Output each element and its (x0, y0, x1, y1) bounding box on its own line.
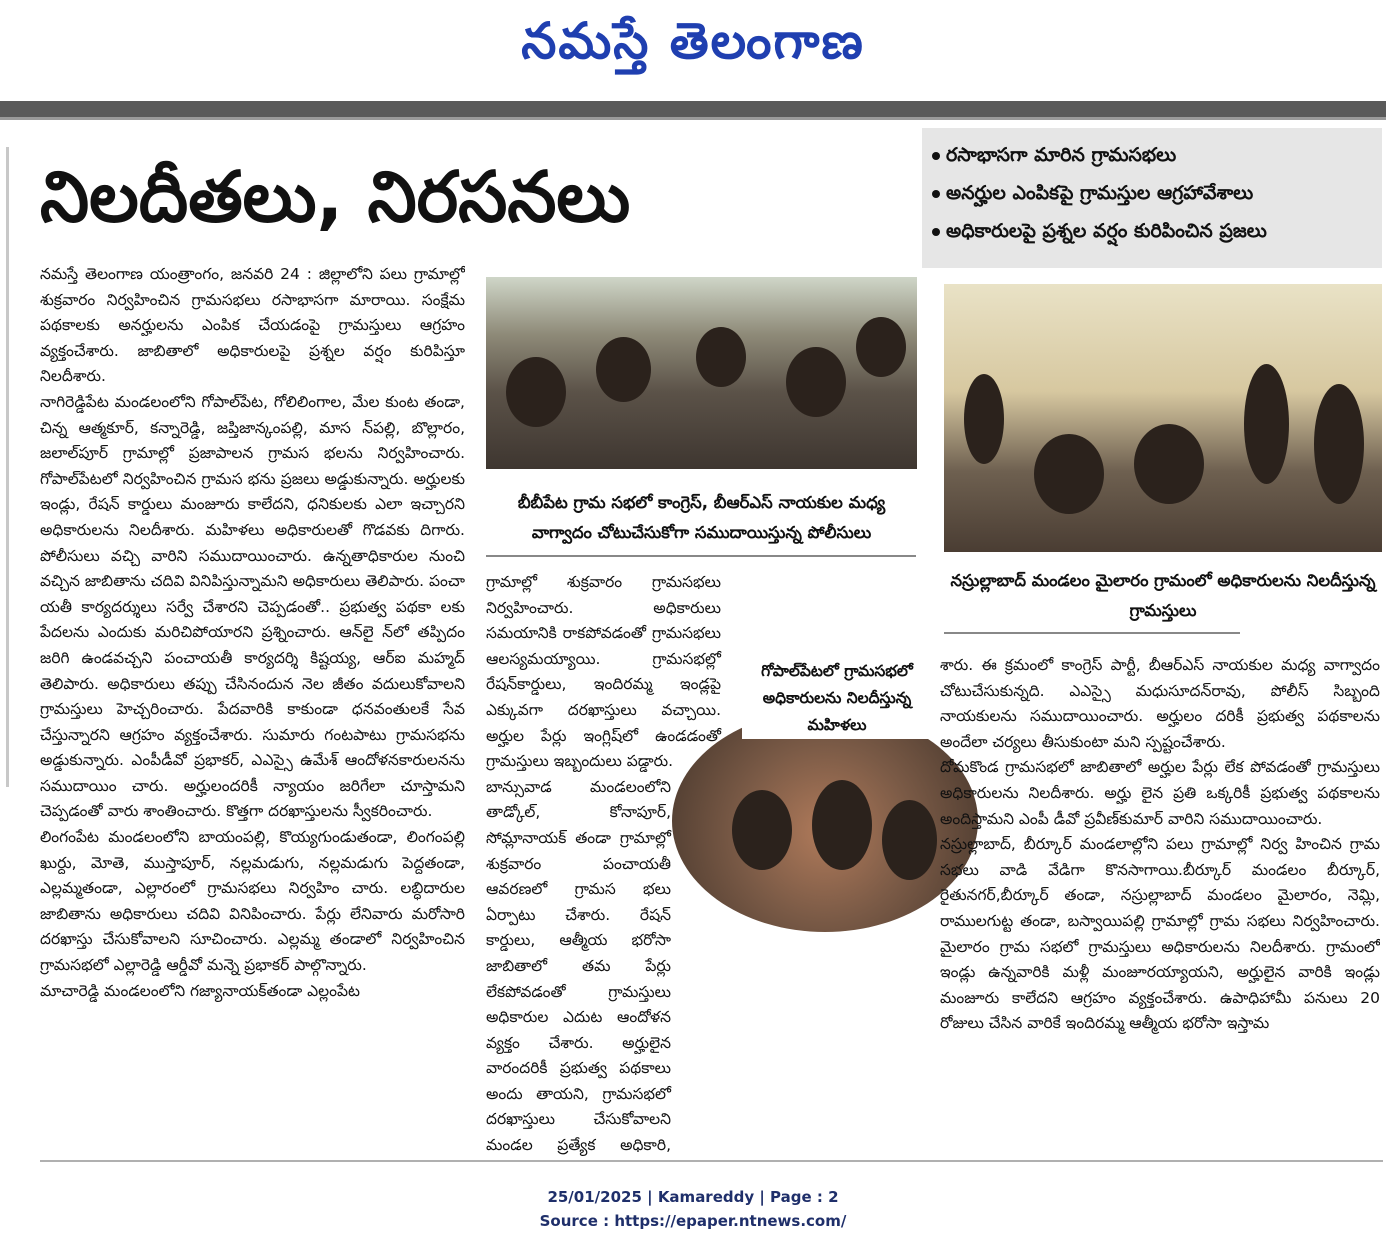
photo-figure (1134, 424, 1204, 504)
edition-info: 25/01/2025 | Kamareddy | Page : 2 (547, 1188, 839, 1206)
photo-figure (812, 780, 872, 870)
page-footer (0, 1185, 1386, 1233)
photo-figure (596, 337, 651, 402)
photo-figure (786, 347, 846, 417)
masthead-divider (0, 101, 1386, 117)
caption-divider (486, 555, 916, 557)
photo-gopalpet-women (672, 710, 978, 932)
highlight-item: అనర్హుల ఎంపికపై గ్రామస్తుల ఆగ్రహావేశాలు (932, 174, 1372, 212)
paragraph: గ్రామాల్లో శుక్రవారం గ్రామసభలు నిర్వహించారు. అధికారులు సమయానికి రాకపోవడంతో గ్రామసభలు ఆలస్యమయ్యాయి. గ్రామసభల్లో రేషన్‌కార్డులు, ఇందిరమ్మ ఇండ్లపై ఎక్కువగా దరఖాస్తులు వచ్చాయి. అర్హుల పేర్లు ఇంగ్లిష్‌లో ఉండడంతో గ్రామస్తులు ఇబ్బందులు పడ్డారు. (486, 573, 721, 771)
headline: నిలదీతలు, నిరసనలు (40, 156, 631, 238)
masthead-divider-light (0, 117, 1386, 120)
highlight-item: అధికారులపై ప్రశ్నల వర్షం కురిపించిన ప్రజలు (932, 212, 1372, 250)
photo-figure (1034, 434, 1104, 514)
photo-figure (732, 790, 792, 870)
photo-figure (506, 357, 566, 427)
caption-divider (944, 632, 1240, 634)
photo-figure (882, 800, 937, 880)
paragraph: నస్రుల్లాబాద్, బీర్కూర్ మండలాల్లోని పలు గ్రామాల్లో నిర్వ హించిన గ్రామ సభలు వాడి వేడిగా కొనసాగాయి.బీర్కూర్ మండలం బీర్కూర్, రైతునగర్,బీర్కూర్ తండా, నస్రుల్లాబాద్ మండలం మైలారం, నెమ్లి, రాములగుట్ట తండా, బస్వాయిపల్లి గ్రామాల్లో గ్రామ సభలు నిర్వహించారు. మైలారం గ్రామ సభలో గ్రామస్తులు అధికారులను నిలదీశారు. గ్రామంలో ఇండ్లు ఉన్నవారికి మళ్లీ మంజూరయ్యాయని, అర్హులైన వారికి ఇండ్లు మంజూరు కాలేదని ఆగ్రహం వ్యక్తంచేశారు. ఉపాధిహామీ పనులు 20 రోజులు చేసిన వారికే ఇందిరమ్మ ఆత్మీయ భరోసా ఇస్తామ (940, 835, 1380, 1033)
photo-mylaram-gramasabha (944, 284, 1382, 552)
paragraph: మాచారెడ్డి మండలంలోని గజ్యానాయక్‌తండా ఎల్లంపేట (40, 981, 360, 1000)
photo-caption: గోపాల్‌పేటలో గ్రామసభలో అధికారులను నిలదీస్తున్న మహిళలు (742, 658, 932, 739)
paragraph: దోమకొండ గ్రామసభలో జాబితాలో అర్హుల పేర్లు లేక పోవడంతో గ్రామస్తులు అధికారులను నిలదీశారు. అర్హు లైన ప్రతి ఒక్కరికీ ప్రభుత్వ పథకాలను అందిస్తామని ఎంపీ డీవో ప్రవీణ్‌కుమార్ వారిని సముదాయించారు. (940, 758, 1380, 828)
paragraph: లింగంపేట మండలంలోని బాయంపల్లి, కొయ్యగుండుతండా, లింగంపల్లి ఖుర్దు, మోతె, ముస్తాపూర్, నల్లమడుగు, నల్లమడుగు పెద్దతండా, ఎల్లమ్మతండా, ఎల్లారంలో గ్రామసభలు నిర్వహిం చారు. లబ్ధిదారుల జాబితాను అధికారులు చదివి వినిపించారు. పేర్లు లేనివారు మరోసారి దరఖాస్తు చేసుకోవాలని సూచించారు. ఎల్లమ్మ తండాలో నిర్వహించిన గ్రామసభలో ఎల్లారెడ్డి ఆర్డీవో మన్నె ప్రభాకర్ పాల్గొన్నారు. (40, 828, 465, 975)
paragraph: నమస్తే తెలంగాణ యంత్రాంగం, జనవరి 24 : జిల్లాలోని పలు గ్రామాల్లో శుక్రవారం నిర్వహించిన గ్రామసభలు రసాభాసగా మారాయి. సంక్షేమ పథకాలకు అనర్హులను ఎంపిక చేయడంపై గ్రామస్తులు ఆగ్రహం వ్యక్తంచేశారు. జాబితాలో అధికారులపై ప్రశ్నల వర్షం కురిపిస్తూ నిలదీశారు. (40, 265, 465, 386)
highlight-item: రసాభాసగా మారిన గ్రామసభలు (932, 136, 1372, 174)
photo-caption: నస్రుల్లాబాద్ మండలం మైలారం గ్రామంలో అధికారులను నిలదీస్తున్న గ్రామస్తులు (950, 571, 1376, 620)
bullet-icon (932, 228, 940, 236)
paragraph: శారు. ఈ క్రమంలో కాంగ్రెస్ పార్టీ, బీఆర్‌ఎస్ నాయకుల మధ్య వాగ్వాదం చోటుచేసుకున్నది. ఎఎస్సై మధుసూదన్‌రావు, పోలీస్ సిబ్బంది నాయకులను సముదాయించారు. అర్హులం దరికీ ప్రభుత్వ పథకాలను అందేలా చర్యలు తీసుకుంటా మని స్పష్టంచేశారు. (940, 656, 1380, 751)
article-column-3 (940, 653, 1380, 1158)
footer-divider (40, 1160, 1383, 1162)
bullet-icon (932, 152, 940, 160)
paragraph: నాగిరెడ్డిపేట మండలంలోని గోపాల్‌పేట, గోలిలింగాల, మేల కుంట తండా, చిన్న ఆత్మకూర్, కన్నారెడ్డి, జప్తిజాన్కంపల్లి, మాస న్‌పల్లి, బొల్లారం, జలాల్‌పూర్ గ్రామాల్లో ప్రజాపాలన గ్రామస భలను నిర్వహించారు. గోపాల్‌పేటలో నిర్వహించిన గ్రామస భను ప్రజలు అడ్డుకున్నారు. అర్హులకు ఇండ్లు, రేషన్ కార్డులు మంజూరు కాలేదని, ధనికులకు ఎలా ఇచ్చారని అధికారులను నిలదీశారు. మహిళలు అధికారులతో గొడవకు దిగారు. పోలీసులు వచ్చి వారిని సముదాయించారు. ఉన్నతాధికారుల నుంచి వచ్చిన జాబితాను చదివి వినిపిస్తున్నామని అధికారులు తెలిపారు. పంచా యతీ కార్యదర్శులు సర్వే చేశారని చెప్పడంతో.. ప్రభుత్వ పథకా లకు పేదలను ఎందుకు మరిచిపోయారని ప్రశ్నించారు. ఆన్‌లై న్‌లో తప్పిదం జరిగి ఉండవచ్చని పంచాయతీ కార్యదర్శి కిష్టయ్య, ఆర్‌ఐ మహ్మద్ తెలిపారు. అధికారులు తప్పు చేసినందున నెల జీతం వదులుకోవాలని గ్రామస్తులు హెచ్చరించారు. పేదవారికి కాకుండా ధనవంతులకే సేవ చేస్తున్నారని ఆగ్రహం వ్యక్తంచేశారు. సుమారు గంటపాటు గ్రామసభను అడ్డుకున్నారు. ఎంపీడీవో ప్రభాకర్, ఎఎస్సై ఉమేశ్ ఆందోళనకారులనను సముదాయిం చారు. అర్హులందరికీ న్యాయం జరిగేలా చూస్తామని చెప్పడంతో వారు శాంతించారు. కొత్తగా దరఖాస్తులను స్వీకరించారు. (40, 392, 465, 821)
masthead (0, 0, 1386, 100)
photo-figure (696, 327, 746, 387)
newspaper-logo: నమస్తే తెలంగాణ (521, 12, 865, 70)
photo-figure (1244, 364, 1289, 484)
highlights-box (922, 128, 1382, 268)
source-link[interactable]: Source : https://epaper.ntnews.com/ (539, 1212, 847, 1230)
article-column-1 (40, 262, 465, 1157)
photo-caption: బీబీపేట గ్రామ సభలో కాంగ్రెస్, బీఆర్‌ఎస్ నాయకుల మధ్య వాగ్వాదం చోటుచేసుకోగా సముదాయిస్తున్న పోలీసులు (517, 493, 886, 542)
photo-bibipet-gramasabha (486, 277, 917, 469)
photo-figure (856, 317, 906, 377)
photo-figure (1314, 384, 1364, 504)
bullet-icon (932, 190, 940, 198)
left-margin-rule (6, 147, 9, 787)
paragraph: బాన్సువాడ మండలంలోని తాడ్కోల్, కోనాపూర్, సోమ్లానాయక్ తండా గ్రామాల్లో శుక్రవారం పంచాయతీ ఆవరణలో గ్రామస భలు ఏర్పాటు చేశారు. రేషన్ కార్డులు, ఆత్మీయ భరోసా జాబితాలో తమ పేర్లు లేకపోవడంతో గ్రామస్తులు అధికారుల ఎదుట ఆందోళన వ్యక్తం చేశారు. అర్హులైన వారందరికీ ప్రభుత్వ పథకాలు అందు తాయని, గ్రామసభలో దరఖాస్తులు చేసుకోవాలని మండల ప్రత్యేక అధికారి, (486, 777, 671, 1155)
photo-figure (964, 374, 1004, 464)
